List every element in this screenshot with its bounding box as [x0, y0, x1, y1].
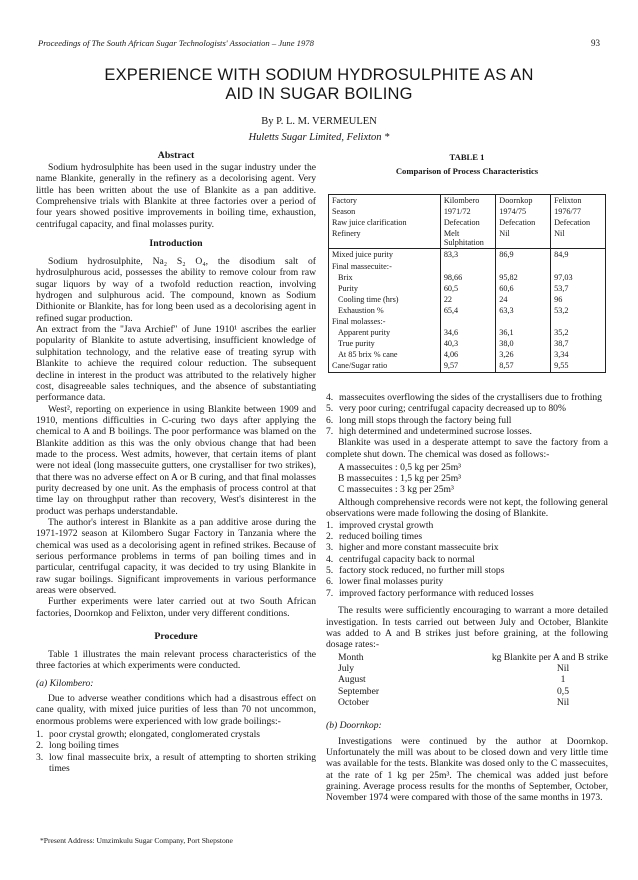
table-row: Raw juice clarification Defecation Defecation Defecation — [329, 217, 606, 228]
page-number: 93 — [591, 38, 600, 48]
list-item: 2. reduced boiling times — [326, 531, 423, 543]
dosage-value: Nil — [556, 662, 570, 674]
list-item: 2. long boiling times — [36, 740, 119, 752]
list-item: 4. centrifugal capacity back to normal — [326, 553, 475, 565]
list-item: B massecuites : 1,5 kg per 25m³ — [338, 473, 462, 485]
list-item: 7. high determined and undetermined sucrose losses. — [326, 426, 532, 438]
procedure-paragraph-2: Due to adverse weather conditions which had a disastrous effect on cane quality, with mixed juice purities of less than 70 not uncommon, enormous problems were experienced with low grade boilings:- — [36, 693, 316, 727]
left-column — [36, 150, 316, 775]
table-row: Mixed juice purity 83,3 86,9 84,9 — [329, 249, 606, 261]
dosage-table — [338, 652, 608, 709]
list-item: A massecuites : 0,5 kg per 25m³ — [338, 462, 462, 474]
table-label: TABLE 1 — [449, 152, 485, 162]
table-row: Exhaustion % 65,4 63,3 53,2 — [329, 305, 606, 316]
dosage-value: 1 — [560, 674, 566, 686]
dosage-month: July — [338, 662, 354, 674]
table-row: Factory Kilombero Doornkop Felixton — [329, 195, 606, 207]
right-column — [326, 392, 608, 804]
intro-paragraph-3: West², reporting on experience in using Blankite between 1909 and 1910, mentions difficulties in C-curing two days after applying the chemical to A and B boilings. The poor performance was blamed on the Blankite addition as this was the only obvious change that had been made to the process. West admits, however, that certain items of plant were not ideal (long massecuite gutters, one crystalliser for two strikes), that there was no adverse effect on A or B curing, and that final molasses purity decreased by one unit. As the emphasis of process control at that time lay on throughput rather than recovery, West's disinterest in the product was perhaps understandable. — [36, 403, 316, 517]
dose-list — [338, 462, 608, 495]
list-item: 1. poor crystal growth; elongated, conglomerated crystals — [36, 729, 260, 741]
table-row: Cane/Sugar ratio 9,57 8,57 9,55 — [329, 360, 606, 372]
list-item: 1. improved crystal growth — [326, 519, 434, 531]
journal-title: Proceedings of The South African Sugar Technologists' Association – June 1978 — [38, 38, 314, 48]
table-row: Season 1971/72 1974/75 1976/77 — [329, 206, 606, 217]
problems-list-continued — [326, 392, 608, 437]
list-item: C massecuites : 3 kg per 25m³ — [338, 484, 454, 496]
list-item: 3. higher and more constant massecuite brix — [326, 542, 499, 554]
list-item: 4. massecuites overflowing the sides of the crystallisers due to frothing — [326, 392, 602, 403]
table-row: Final molasses:- — [329, 316, 606, 327]
table-row: Final massecuite:- — [329, 261, 606, 272]
procedure-paragraph-4: Although comprehensive records were not kept, the following general observations were made following the dosing of Blankite. — [326, 497, 608, 520]
author: By P. L. M. VERMEULEN — [261, 116, 377, 127]
comparison-table — [328, 194, 606, 373]
table-row: Apparent purity 34,6 36,1 35,2 — [329, 327, 606, 338]
intro-paragraph-5: Further experiments were later carried out at two South African factories, Doornkop and Felixton, under very different conditions. — [36, 596, 316, 619]
affiliation: Huletts Sugar Limited, Felixton * — [248, 132, 390, 143]
running-header — [38, 38, 600, 52]
procedure-heading: Procedure — [154, 631, 198, 643]
procedure-paragraph-3: Blankite was used in a desperate attempt to save the factory from a complete shut down. The chemical was dosed as follows:- — [326, 437, 608, 460]
dosage-value: 0,5 — [557, 685, 569, 697]
procedure-paragraph-5: The results were sufficiently encouraging to warrant a more detailed investigation. In tests carried out between July and October, Blankite was added to A and B strikes just before graining, at the following dosage rates:- — [326, 605, 608, 651]
paper-title-line-2: AID IN SUGAR BOILING — [225, 85, 413, 103]
dosage-header-value: kg Blankite per A and B strike — [491, 651, 608, 663]
observations-list — [326, 520, 608, 599]
table-row: Purity 60,5 60,6 53,7 — [329, 283, 606, 294]
table-title: Comparison of Process Characteristics — [395, 166, 539, 176]
intro-paragraph-4: The author's interest in Blankite as a pan additive arose during the 1971-1972 season at Kilombero Sugar Factory in Tanzania where the chemical was used as a decolorising agent in refined strikes. Because of serious performance problems in terms of pan boiling times and in particular, centrifugal capacity, it was decided to try using Blankite in raw sugar boilings. Significant improvements in various performance areas were observed. — [36, 516, 316, 597]
abstract-heading: Abstract — [157, 150, 195, 161]
dosage-month: October — [338, 696, 369, 708]
dosage-month: September — [338, 685, 380, 697]
table-row: Refinery Melt Sulphitation Nil Nil — [329, 228, 606, 249]
list-item: 7. improved factory performance with reduced losses — [326, 587, 534, 599]
dosage-header-month: Month — [338, 651, 364, 663]
list-item: 3. low final massecuite brix, a result of attempting to shorten striking times — [36, 751, 316, 775]
list-item: 5. factory stock reduced, no further mill stops — [326, 565, 505, 577]
paper-title-line-1: EXPERIENCE WITH SODIUM HYDROSULPHITE AS AN — [104, 66, 534, 84]
procedure-paragraph-1: Table 1 illustrates the main relevant process characteristics of the three factories at which experiments were conducted. — [36, 649, 316, 672]
kilombero-subheading: (a) Kilombero: — [36, 677, 94, 689]
table-row: Cooling time (hrs) 22 24 96 — [329, 294, 606, 305]
dosage-month: August — [338, 674, 366, 686]
intro-paragraph-2: An extract from the "Java Archief" of June 1910¹ ascribes the earlier popularity of Blankite to astute advertising, insufficient knowledge of sulphitation technology, and the relative ease of treating syrup with Blankite to achieve the required colour reduction. The subsequent decline in interest in the product was attributed to the relatively higher cost, disagreeable sales techniques, and the absence of substantiating performance data. — [36, 324, 316, 404]
table-row: True purity 40,3 38,0 38,7 — [329, 338, 606, 349]
problems-list — [36, 729, 316, 774]
dosage-value: Nil — [556, 696, 570, 708]
doornkop-subheading: (b) Doornkop: — [326, 720, 382, 732]
list-item: 6. long mill stops through the factory being full — [326, 414, 512, 426]
list-item: 5. very poor curing; centrifugal capacity decreased up to 80% — [326, 403, 566, 415]
abstract-text: Sodium hydrosulphite has been used in the sugar industry under the name Blankite, generally in the refinery as a decolorising agent. Very little has been written about the use of Blankite as a pan additive. Comprehensive trials with Blankite at three factories over a period of four years showed positive improvements in boiling time, exhaustion, centrifugal capacity, and final molasses purity. — [36, 162, 316, 230]
footnote: *Present Address: Umzimkulu Sugar Company, Port Shepstone — [40, 836, 233, 845]
table-caption — [326, 152, 608, 176]
intro-paragraph-1: Sodium hydrosulphite, Na₂ S₂ O₄, the disodium salt of hydrosulphurous acid, possesses the ability to remove colour from raw sugar liquors by way of a twofold reduction reaction, involving hydrogen and sulphurous acid. The compound, known as Sodium Dithionite or Blankite, has for long been used as a decolorising agent in refined sugar production. — [36, 256, 316, 324]
procedure-paragraph-6: Investigations were continued by the author at Doornkop. Unfortunately the mill was about to be closed down and very little time was available for the tests. Blankite was dosed only to the C massecuites, at the rate of 1 kg per 25m³. The chemical was added just before graining. Average process results for the months of September, October, November 1974 were compared with those of the same months in 1973. — [326, 735, 608, 804]
table-row: At 85 brix % cane 4,06 3,26 3,34 — [329, 349, 606, 360]
paper-title — [60, 66, 578, 104]
table-row: Brix 98,66 95,82 97,03 — [329, 272, 606, 283]
introduction-heading: Introduction — [149, 238, 203, 250]
list-item: 6. lower final molasses purity — [326, 576, 444, 588]
